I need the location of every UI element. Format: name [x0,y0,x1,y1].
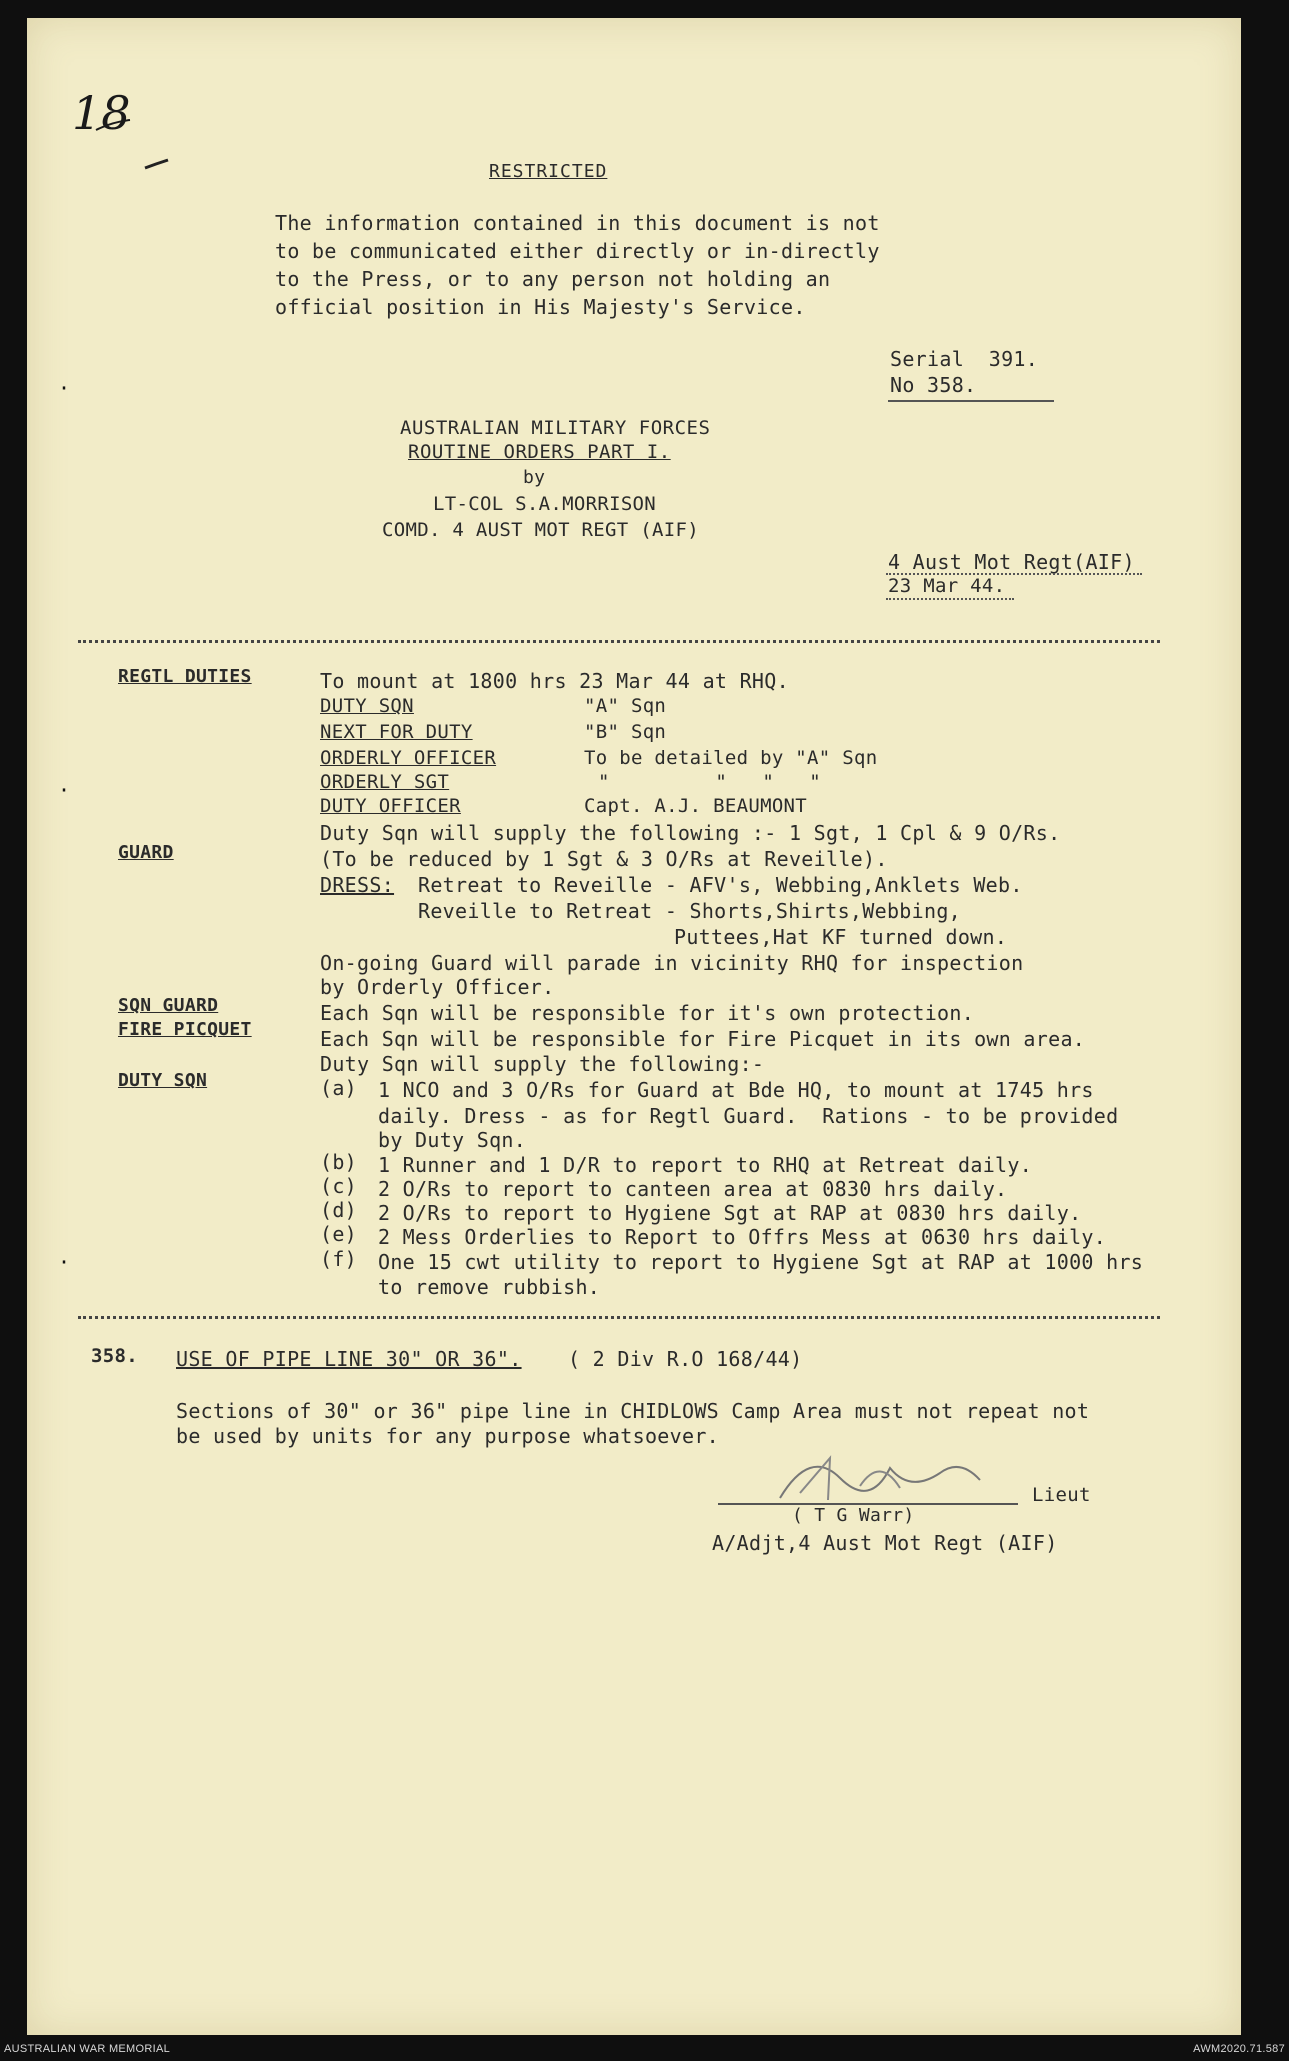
item-key: (e) [320,1222,358,1246]
duty-row-value: Capt. A.J. BEAUMONT [584,795,808,817]
ongoing-guard: On-going Guard will parade in vicinity RHQ for inspection [320,951,1024,975]
order-358-number: 358. [91,1345,138,1367]
item-line: 1 NCO and 3 O/Rs for Guard at Bde HQ, to mount at 1745 hrs [378,1078,1094,1102]
heading-routine-orders: ROUTINE ORDERS PART I. [408,441,671,463]
page-number-underline [94,116,134,136]
order-number: No 358. [890,373,977,397]
section-divider [78,1316,1160,1319]
mount-instruction: To mount at 1800 hrs 23 Mar 44 at RHQ. [320,669,789,693]
footer-accession-number: AWM2020.71.587 [1193,2043,1285,2055]
guard-supply: Duty Sqn will supply the following :- 1 Sgt, 1 Cpl & 9 O/Rs. [320,821,1061,845]
dress-label: DRESS: [320,873,395,897]
order-date: 23 Mar 44. [888,575,1006,597]
duty-row-label: ORDERLY OFFICER [320,747,497,769]
item-line: One 15 cwt utility to report to Hygiene Sgt at RAP at 1000 hrs [378,1250,1144,1274]
heading-by: by [523,467,546,488]
item-line: to remove rubbish. [378,1275,601,1299]
restriction-line: to the Press, or to any person not holding an [275,267,831,291]
duty-row-label: DUTY OFFICER [320,795,461,817]
signatory-role: A/Adjt,4 Aust Mot Regt (AIF) [712,1531,1058,1555]
dress-puttees: Puttees,Hat KF turned down. [674,925,1008,949]
side-heading-duty-sqn: DUTY SQN [118,1070,208,1091]
unit-name: 4 Aust Mot Regt(AIF) [888,550,1135,574]
margin-tick-mark [142,158,172,174]
margin-dot: · [58,778,71,802]
duty-row-value: "A" Sqn [584,695,667,717]
margin-dot: · [58,1250,71,1274]
fire-picquet-text: Each Sqn will be responsible for Fire Picquet in its own area. [320,1027,1086,1051]
duty-row-label: DUTY SQN [320,695,414,717]
serial-underline [888,400,1054,402]
item-line: daily. Dress - as for Regtl Guard. Rations - to be provided [378,1104,1119,1128]
order-358-title: USE OF PIPE LINE 30" OR 36". [176,1347,522,1371]
dress-retreat: Retreat to Reveille - AFV's, Webbing,Anklets Web. [418,873,1023,897]
sqn-guard-text: Each Sqn will be responsible for it's own protection. [320,1001,975,1025]
item-key: (f) [320,1247,358,1271]
date-underline [886,598,1014,600]
dress-reveille: Reveille to Retreat - Shorts,Shirts,Webbing, [418,899,962,923]
side-heading-regtl-duties: REGTL DUTIES [118,666,252,687]
serial-number: Serial 391. [890,347,1039,371]
signatory-rank: Lieut [1032,1484,1091,1506]
restriction-line: official position in His Majesty's Service. [275,295,806,319]
ongoing-guard-cont: by Orderly Officer. [320,975,555,999]
side-heading-sqn-guard: SQN GUARD [118,995,219,1016]
restricted-title: RESTRICTED [489,161,608,182]
heading-commander: LT-COL S.A.MORRISON [433,493,657,515]
item-key: (c) [320,1174,358,1198]
unit-underline [886,573,1142,575]
item-line: 2 O/Rs to report to canteen area at 0830 hrs daily. [378,1177,1008,1201]
signatory-name: ( T G Warr) [792,1505,915,1526]
order-358-body-line: be used by units for any purpose whatsoever. [176,1424,720,1448]
item-line: 1 Runner and 1 D/R to report to RHQ at Retreat daily. [378,1153,1033,1177]
heading-command: COMD. 4 AUST MOT REGT (AIF) [382,519,699,541]
duty-row-value: "B" Sqn [584,721,667,743]
duty-row-label: ORDERLY SGT [320,771,450,793]
guard-reduction: (To be reduced by 1 Sgt & 3 O/Rs at Reveille). [320,847,888,871]
section-divider [78,640,1160,643]
item-line: 2 O/Rs to report to Hygiene Sgt at RAP at 0830 hrs daily. [378,1201,1082,1225]
heading-forces: AUSTRALIAN MILITARY FORCES [400,417,711,439]
restriction-line: to be communicated either directly or in-directly [275,239,880,263]
restriction-line: The information contained in this document is not [275,211,880,235]
margin-dot: · [58,376,71,400]
duty-row-value: " " " " [598,771,822,793]
duty-sqn-intro: Duty Sqn will supply the following:- [320,1052,765,1076]
order-358-body-line: Sections of 30" or 36" pipe line in CHIDLOWS Camp Area must not repeat not [176,1399,1090,1423]
handwritten-page-number: 18 [72,86,131,140]
side-heading-guard: GUARD [118,842,174,863]
item-key: (b) [320,1150,358,1174]
item-key: (d) [320,1198,358,1222]
item-key: (a) [320,1076,358,1100]
duty-row-value: To be detailed by "A" Sqn [584,747,878,769]
order-358-reference: ( 2 Div R.O 168/44) [568,1347,803,1371]
side-heading-fire-picquet: FIRE PICQUET [118,1019,252,1040]
duty-row-label: NEXT FOR DUTY [320,721,473,743]
item-line: by Duty Sqn. [378,1128,527,1152]
item-line: 2 Mess Orderlies to Report to Offrs Mess at 0630 hrs daily. [378,1225,1107,1249]
footer-archive-name: AUSTRALIAN WAR MEMORIAL [4,2043,171,2055]
